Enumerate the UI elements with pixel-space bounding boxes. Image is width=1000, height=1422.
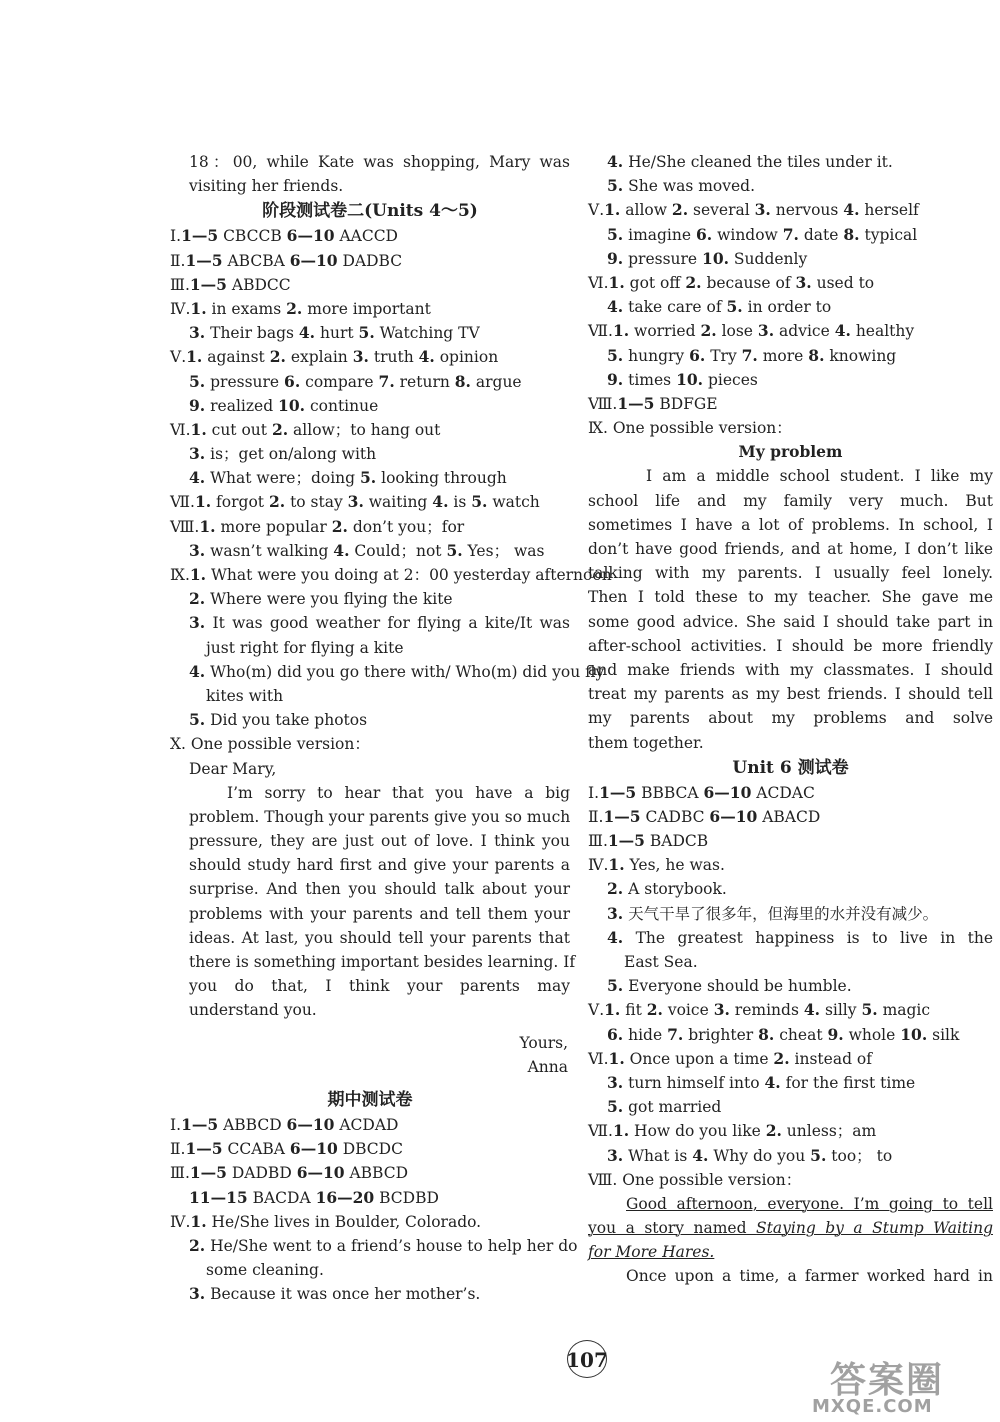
answer-line: just right for flying a kite: [206, 638, 404, 657]
letter-signature: Anna: [527, 1057, 568, 1076]
answer-line: Ⅷ.1—5 BDFGE: [588, 393, 718, 413]
essay-line: don’t have good friends, and at home, I don’t like: [588, 540, 993, 558]
answer-line: Ⅴ.1. against 2. explain 3. truth 4. opinion: [170, 347, 499, 367]
essay-line: and make friends with my classmates. I should: [588, 660, 993, 679]
right-column: [588, 150, 993, 1289]
answer-line: Ⅳ.1. Yes, he was.: [588, 855, 725, 875]
answer-line: 9. realized 10. continue: [189, 395, 379, 415]
essay-line: school life and my family very much. But: [588, 491, 993, 510]
essay-line: for More Hares.: [588, 1243, 715, 1262]
watermark-logo: 答案圈: [830, 1360, 945, 1401]
letter-line: I’m sorry to hear that you have a big: [227, 783, 570, 802]
letter-line: should study hard first and give your parents a: [189, 856, 570, 875]
answer-line: 5. got married: [607, 1097, 722, 1117]
answer-line: 5. imagine 6. window 7. date 8. typical: [607, 224, 918, 244]
letter-line: problems with your parents and tell them your: [189, 904, 570, 923]
answer-line: 4. take care of 5. in order to: [607, 297, 832, 317]
answer-line: Ⅳ.1. He/She lives in Boulder, Colorado.: [170, 1211, 482, 1231]
essay-line: after-school activities. I should be more friendly: [588, 636, 993, 655]
answer-line: 5. hungry 6. Try 7. more 8. knowing: [607, 345, 897, 365]
text-line: visiting her friends.: [189, 177, 344, 196]
essay-title: My problem: [738, 442, 843, 462]
answer-line: 3. turn himself into 4. for the first time: [607, 1072, 916, 1092]
letter-line: understand you.: [189, 1001, 317, 1020]
essay-line: some good advice. She said I should take part in: [588, 612, 993, 631]
section-title: Unit 6 测试卷: [732, 757, 849, 778]
answer-line: Ⅵ.1. cut out 2. allow；to hang out: [170, 419, 441, 439]
essay-line: them together.: [588, 733, 704, 752]
answer-line: 3. is；get on/along with: [189, 444, 377, 464]
answer-line: 3. 天气干旱了很多年，但海里的水并没有减少。: [607, 903, 939, 923]
answer-line: Ⅲ.1—5 BADCB: [588, 831, 709, 851]
letter-line: there is something important besides learning. If: [189, 953, 576, 971]
answer-line: Ⅸ.1. What were you doing at 2：00 yesterday afternoon: [170, 565, 612, 584]
answer-line: 5. She was moved.: [607, 176, 756, 196]
letter-line: pressure, they are just out of love. I think you: [189, 832, 570, 851]
answer-line: 9. times 10. pieces: [607, 369, 758, 389]
answer-line: 4. Who(m) did you go there with/ Who(m) did you fly: [189, 661, 605, 681]
answer-line: Ⅴ.1. fit 2. voice 3. reminds 4. silly 5. magic: [588, 1000, 931, 1020]
text-line: 18：00, while Kate was shopping, Mary was: [189, 153, 570, 171]
answer-line: Ⅱ.1—5 CCABA 6—10 DBCDC: [170, 1139, 403, 1159]
answer-line: Ⅹ. One possible version：: [170, 735, 370, 754]
answer-line: Ⅲ.1—5 DADBD 6—10 ABBCD: [170, 1163, 409, 1183]
essay-line: Once upon a time, a farmer worked hard in: [626, 1267, 993, 1286]
answer-line: 3. wasn’t walking 4. Could；not 5. Yes； was: [189, 540, 545, 560]
letter-line: problem. Though your parents give you so much: [189, 807, 571, 826]
left-column: [170, 150, 612, 1306]
essay-line: my parents about my problems and solve: [588, 709, 993, 728]
answer-line: Ⅴ.1. allow 2. several 3. nervous 4. herself: [588, 200, 919, 220]
answer-line: Ⅵ.1. got off 2. because of 3. used to: [588, 272, 875, 292]
letter-closing: Yours,: [519, 1033, 568, 1052]
essay-line: Then I told these to my teacher. She gave me: [588, 588, 993, 607]
answer-line: Ⅶ.1. How do you like 2. unless；am: [588, 1121, 877, 1141]
essay-line: treat my parents as my best friends. I should tell: [588, 685, 993, 704]
letter-line: surprise. And then you should talk about your: [189, 880, 570, 899]
answer-line: 5. Did you take photos: [189, 710, 368, 730]
answer-line: 2. He/She went to a friend’s house to help her do: [189, 1235, 578, 1255]
answer-line: Ⅰ.1—5 ABBCD 6—10 ACDAD: [170, 1114, 399, 1134]
essay-line: I am a middle school student. I like my: [646, 467, 993, 486]
answer-line: Ⅷ. One possible version：: [588, 1170, 802, 1189]
answer-line: Ⅰ.1—5 BBBCA 6—10 ACDAC: [588, 782, 815, 802]
answer-line: East Sea.: [624, 953, 698, 971]
essay-line: sometimes I have a lot of problems. In school, I: [588, 515, 993, 534]
answer-line: 9. pressure 10. Suddenly: [607, 248, 808, 268]
page-number: [561, 1340, 613, 1380]
essay-line: talking with my parents. I usually feel lonely.: [588, 564, 993, 583]
letter-line: ideas. At last, you should tell your parents that: [189, 928, 570, 947]
answer-line: Ⅰ.1—5 CBCCB 6—10 AACCD: [170, 226, 398, 246]
answer-line: 4. He/She cleaned the tiles under it.: [607, 152, 893, 171]
answer-line: 3. What is 4. Why do you 5. too； to: [607, 1145, 893, 1165]
answer-line: 5. Everyone should be humble.: [607, 976, 852, 996]
page-number-text: 107: [566, 1348, 608, 1372]
answer-line: Ⅷ.1. more popular 2. don’t you；for: [170, 516, 465, 536]
answer-line: 3. Because it was once her mother’s.: [189, 1284, 481, 1304]
watermark: [800, 1352, 995, 1420]
watermark-site: MXQE.COM: [812, 1396, 933, 1417]
answer-line: Ⅵ.1. Once upon a time 2. instead of: [588, 1048, 872, 1068]
answer-line: Ⅸ. One possible version：: [588, 419, 792, 438]
answer-line: 4. What were；doing 5. looking through: [189, 468, 507, 488]
answer-line: Ⅱ.1—5 ABCBA 6—10 DADBC: [170, 250, 403, 270]
letter-salutation: Dear Mary,: [189, 759, 277, 778]
answer-line: 2. A storybook.: [607, 879, 727, 899]
answer-line: Ⅶ.1. worried 2. lose 3. advice 4. healthy: [588, 321, 915, 341]
answer-line: 2. Where were you flying the kite: [189, 589, 453, 609]
answer-line: 5. pressure 6. compare 7. return 8. argue: [189, 371, 522, 391]
section-title: 阶段测试卷二(Units 4～5): [262, 201, 478, 222]
answer-line: Ⅱ.1—5 CADBC 6—10 ABACD: [588, 806, 821, 826]
answer-line: 4. The greatest happiness is to live in the: [607, 927, 993, 947]
answer-line: some cleaning.: [206, 1261, 324, 1280]
answer-line: Ⅶ.1. forgot 2. to stay 3. waiting 4. is 5. watch: [170, 492, 540, 512]
answer-line: kites with: [206, 686, 284, 705]
answer-line: Ⅳ.1. in exams 2. more important: [170, 298, 431, 318]
essay-line: you a story named Staying by a Stump Waiting: [588, 1219, 993, 1238]
answer-line: 3. It was good weather for flying a kite/It was: [189, 613, 570, 633]
section-title: 期中测试卷: [327, 1089, 413, 1110]
essay-line: Good afternoon, everyone. I’m going to tell: [626, 1194, 993, 1213]
answer-line: Ⅲ.1—5 ABDCC: [170, 274, 291, 294]
answer-line: 6. hide 7. brighter 8. cheat 9. whole 10. silk: [607, 1024, 960, 1044]
letter-line: you do that, I think your parents may: [189, 977, 570, 996]
answer-line: 3. Their bags 4. hurt 5. Watching TV: [189, 323, 480, 343]
answer-line: 11—15 BACDA 16—20 BCDBD: [189, 1187, 439, 1207]
